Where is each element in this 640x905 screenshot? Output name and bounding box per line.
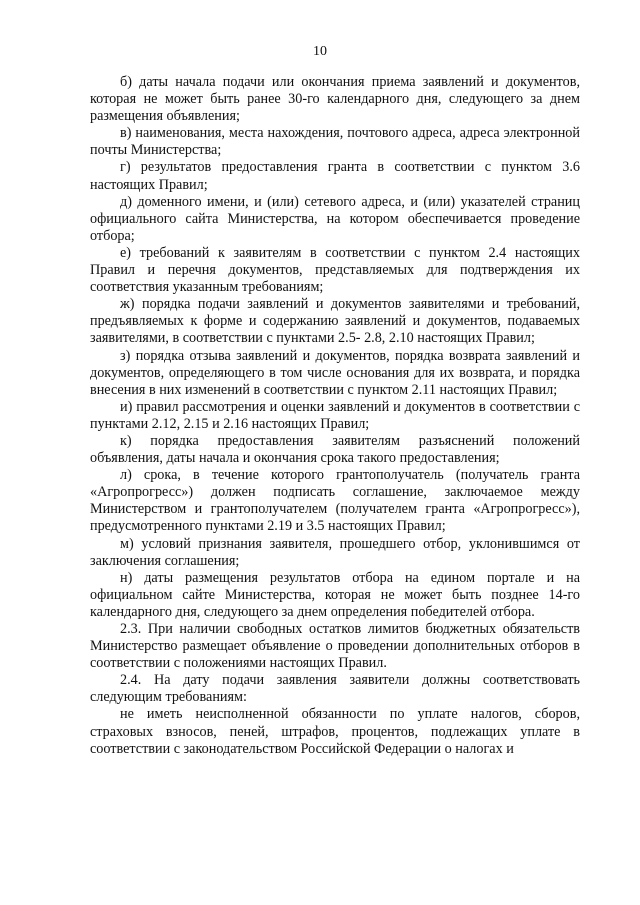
paragraph: е) требований к заявителям в соответствии с пунктом 2.4 настоящих Правил и перечня документов, представляемых для подтверждения их соответствия указанным требованиям; [90, 244, 580, 296]
paragraph: не иметь неисполненной обязанности по уплате налогов, сборов, страховых взносов, пеней, штрафов, процентов, подлежащих уплате в соответствии с законодательством Российской Федерации о налогах и [90, 706, 580, 757]
paragraph: м) условий признания заявителя, прошедшего отбор, уклонившимся от заключения соглашения; [90, 535, 580, 569]
paragraph: з) порядка отзыва заявлений и документов, порядка возврата заявлений и документов, определяющего в том числе основания для их возврата, и порядка внесения в них изменений в соответствии с пунктом 2.11 настоящих Правил; [90, 347, 580, 398]
paragraph: н) даты размещения результатов отбора на едином портале и на официальном сайте Министерства, которая не может быть позднее 14-го календарного дня, следующего за днем определения победителей отбора. [90, 569, 580, 620]
paragraph: д) доменного имени, и (или) сетевого адреса, и (или) указателей страниц официального сайта Министерства, на котором обеспечивается проведение отбора; [90, 193, 580, 244]
paragraph: в) наименования, места нахождения, почтового адреса, адреса электронной почты Министерства; [90, 125, 580, 159]
paragraph: к) порядка предоставления заявителям разъяснений положений объявления, даты начала и окончания срока такого предоставления; [90, 432, 580, 467]
paragraph: л) срока, в течение которого грантополучатель (получатель гранта «Агропрогресс») должен подписать соглашение, заключаемое между Министерством и грантополучателем (получателем гранта «Агропрогресс»), предусмотренного пунктами 2.19 и 3.5 настоящих Правил; [90, 467, 580, 535]
paragraph: 2.4. На дату подачи заявления заявители должны соответствовать следующим требованиям: [90, 672, 580, 706]
paragraph: г) результатов предоставления гранта в соответствии с пунктом 3.6 настоящих Правил; [90, 159, 580, 193]
paragraph: 2.3. При наличии свободных остатков лимитов бюджетных обязательств Министерство размещает объявление о проведении дополнительных отборов в соответствии с положениями настоящих Правил. [90, 621, 580, 672]
page-number: 10 [313, 44, 327, 59]
paragraph: и) правил рассмотрения и оценки заявлений и документов в соответствии с пунктами 2.12, 2.15 и 2.16 настоящих Правил; [90, 398, 580, 432]
document-body [90, 74, 580, 758]
paragraph: ж) порядка подачи заявлений и документов заявителями и требований, предъявляемых к форме и содержанию заявлений и документов, подаваемых заявителями, в соответствии с пунктами 2.5- 2.8, 2.10 настоящих Правил; [90, 296, 580, 347]
paragraph: б) даты начала подачи или окончания приема заявлений и документов, которая не может быть ранее 30-го календарного дня, следующего за днем размещения объявления; [90, 74, 580, 125]
